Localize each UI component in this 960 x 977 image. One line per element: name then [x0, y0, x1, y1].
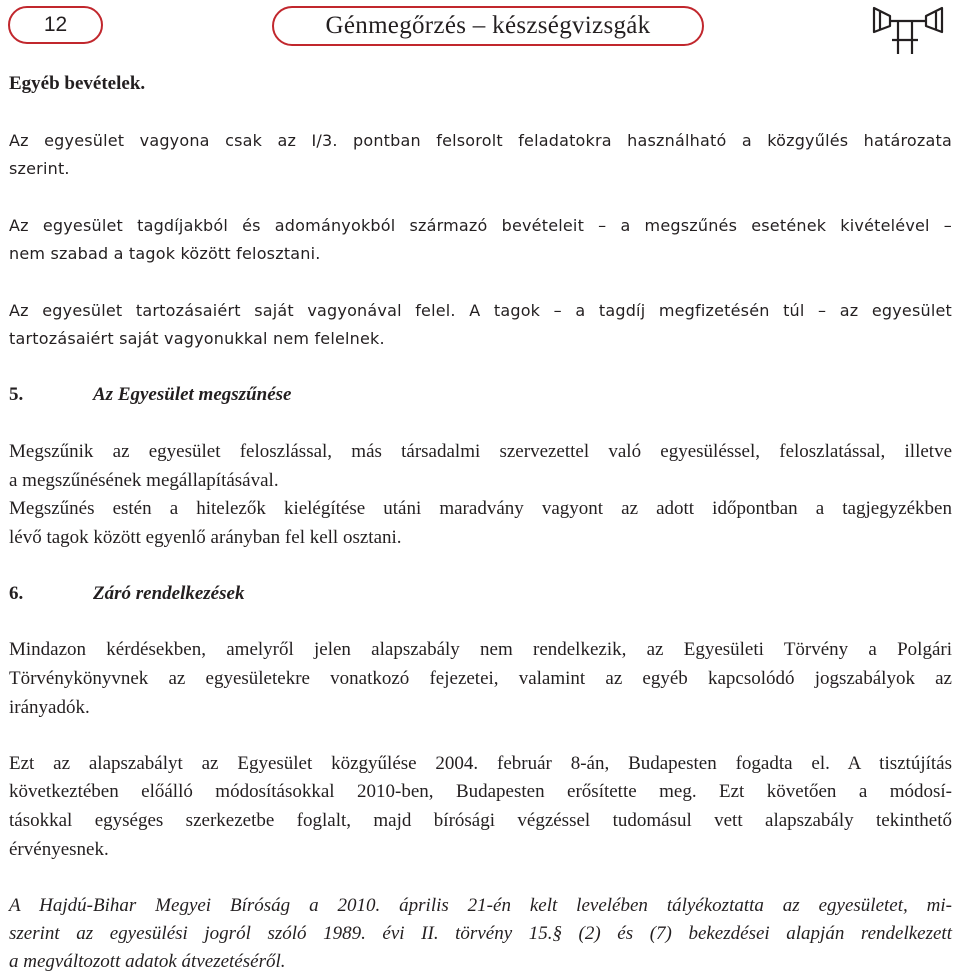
court-note-line: szerint az egyesülési jogról szóló 1989. évi II. törvény 15.§ (2) és (7) bekezdései alapján rendelkezett [9, 923, 952, 944]
paragraph-line: tásokkal egységes szerkezetbe foglalt, majd bírósági végzéssel tudomásul vett alapszabály tekinthető [9, 810, 952, 831]
section-number: 5. [9, 384, 24, 405]
heading-other-income: Egyéb bevételek. [9, 73, 146, 94]
paragraph-line: lévő tagok között egyenlő arányban fel kell osztani. [9, 527, 402, 548]
paragraph-line: Megszűnés estén a hitelezők kielégítése utáni maradvány vagyont az adott időpontban a tagjegyzékben [9, 498, 952, 519]
running-header-title: Génmegőrzés – készségvizsgák [272, 6, 704, 46]
section-heading-6 [9, 583, 952, 605]
paragraph-line: Megszűnik az egyesület feloszlással, más társadalmi szervezettel való egyesüléssel, feloszlatással, illetve [9, 441, 952, 462]
paragraph-line: érvényesnek. [9, 839, 109, 860]
section-heading-5 [9, 384, 952, 406]
paragraph-line: Ezt az alapszabályt az Egyesület közgyűlése 2004. február 8-án, Budapesten fogadta el. A tisztújítás [9, 753, 952, 774]
paragraph-line: Az egyesület vagyona csak az I/3. pontban felsorolt feladatokra használható a közgyűlés határozata [9, 131, 952, 150]
paragraph-line: szerint. [9, 159, 70, 178]
section-title: Az Egyesület megszűnése [93, 384, 292, 405]
paragraph-line: Az egyesület tartozásaiért saját vagyonával felel. A tagok – a tagdíj megfizetésén túl – az egyesület [9, 301, 952, 320]
paragraph-line: Mindazon kérdésekben, amelyről jelen alapszabály nem rendelkezik, az Egyesületi Törvény a Polgári [9, 639, 952, 660]
paragraph-line: következtében előálló módosításokkal 2010-ben, Budapesten erősítette meg. Ezt követően a módosí- [9, 781, 952, 802]
section-title: Záró rendelkezések [93, 583, 245, 604]
court-note-line: a megváltozott adatok átvezetéséről. [9, 951, 286, 972]
court-note-line: A Hajdú-Bihar Megyei Bíróság a 2010. április 21-én kelt levelében tályékoztatta az egyesületet, mi- [9, 895, 952, 916]
paragraph-line: Törvénykönyvnek az egyesületekre vonatkozó fejezetei, valamint az egyéb kapcsolódó jogszabályok az [9, 668, 952, 689]
paragraph-line: nem szabad a tagok között felosztani. [9, 244, 321, 263]
axes-emblem-icon [868, 2, 948, 56]
paragraph-line: irányadók. [9, 697, 90, 718]
paragraph-line: a megszűnésének megállapításával. [9, 470, 279, 491]
section-number: 6. [9, 583, 24, 604]
paragraph-line: tartozásaiért saját vagyonukkal nem felelnek. [9, 329, 385, 348]
page-number: 12 [8, 6, 103, 44]
paragraph-line: Az egyesület tagdíjakból és adományokból származó bevételeit – a megszűnés esetének kivételével – [9, 216, 952, 235]
